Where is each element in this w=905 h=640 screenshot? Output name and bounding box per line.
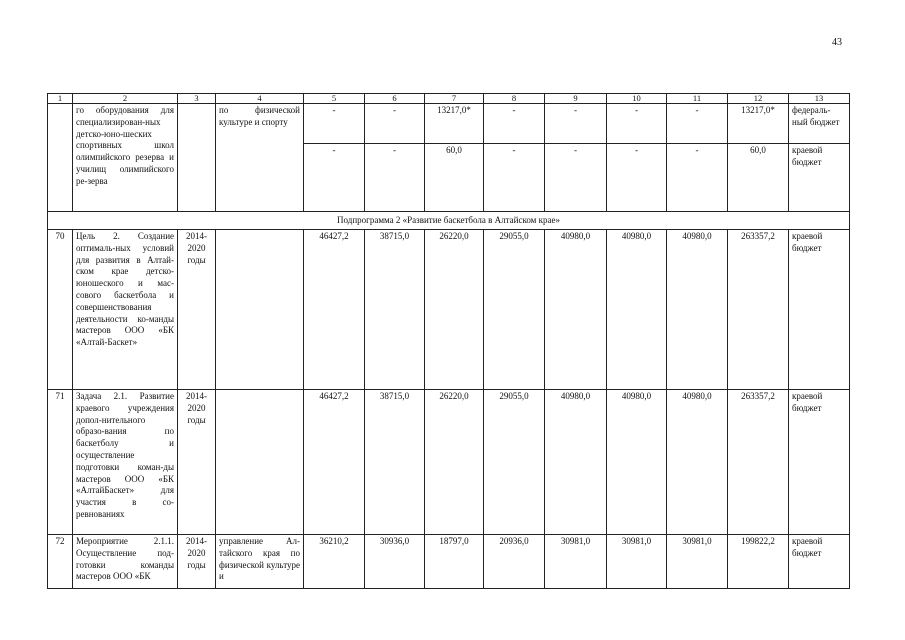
value-cell: 18797,0 [425,535,484,589]
column-header: 5 [304,94,365,104]
total-cell: 263357,2 [728,390,789,535]
total-cell: 263357,2 [728,230,789,390]
funding-source-cell: краевой бюджет [789,535,850,589]
value-cell: - [667,104,728,144]
period-cell: 2014-2020 годы [178,230,216,390]
value-cell: 40980,0 [545,390,607,535]
value-cell: 60,0 [425,144,484,212]
value-cell: 36210,2 [304,535,365,589]
executor-cell [216,230,304,390]
page-number: 43 [832,37,842,48]
column-header: 9 [545,94,607,104]
description-cell: Задача 2.1. Развитие краевого учреждения допол-нительного образо-вания по баскетболу и осуществление подготовки коман-ды мастеров ООО «БК «АлтайБаскет» для участия в со-ревнованиях [73,390,178,535]
table-row [48,104,850,144]
column-header: 4 [216,94,304,104]
funding-source-cell: краевой бюджет [789,390,850,535]
table-row [48,230,850,390]
description-cell: Мероприятие 2.1.1. Осуществление под-готовки команды мастеров ООО «БК [73,535,178,589]
value-cell: 38715,0 [365,390,425,535]
value-cell: 13217,0* [425,104,484,144]
value-cell: 40980,0 [545,230,607,390]
column-header: 6 [365,94,425,104]
period-cell: 2014-2020 годы [178,535,216,589]
row-number-cell [48,104,73,212]
value-cell: 29055,0 [484,390,545,535]
executor-cell [216,390,304,535]
value-cell: 29055,0 [484,230,545,390]
value-cell: - [365,104,425,144]
value-cell: - [365,144,425,212]
funding-source-cell: федераль-ный бюджет [789,104,850,144]
value-cell: 40980,0 [607,390,667,535]
column-header: 8 [484,94,545,104]
row-number-cell: 71 [48,390,73,535]
value-cell: - [484,104,545,144]
value-cell: 40980,0 [667,230,728,390]
column-header: 11 [667,94,728,104]
value-cell: - [484,144,545,212]
column-header: 3 [178,94,216,104]
value-cell: 26220,0 [425,230,484,390]
column-header: 13 [789,94,850,104]
column-header: 10 [607,94,667,104]
value-cell: 46427,2 [304,230,365,390]
total-cell: 60,0 [728,144,789,212]
column-header: 1 [48,94,73,104]
value-cell: 38715,0 [365,230,425,390]
value-cell: - [304,104,365,144]
description-cell: го оборудования для специализирован-ных детско-юно-шеских спортивных школ олимпийского резерва и училищ олимпийского ре-зерва [73,104,178,212]
column-number-row [48,94,850,104]
funding-source-cell: краевой бюджет [789,230,850,390]
value-cell: - [607,104,667,144]
subprogram-row [48,212,850,230]
value-cell: 40980,0 [607,230,667,390]
value-cell: 30981,0 [667,535,728,589]
value-cell: 40980,0 [667,390,728,535]
table-row [48,535,850,589]
total-cell: 13217,0* [728,104,789,144]
value-cell: - [667,144,728,212]
total-cell: 199822,2 [728,535,789,589]
value-cell: 26220,0 [425,390,484,535]
funding-source-cell: краевой бюджет [789,144,850,212]
period-cell: 2014-2020 годы [178,390,216,535]
column-header: 2 [73,94,178,104]
row-number-cell: 70 [48,230,73,390]
value-cell: - [304,144,365,212]
value-cell: 30936,0 [365,535,425,589]
column-header: 12 [728,94,789,104]
period-cell [178,104,216,212]
value-cell: - [545,104,607,144]
executor-cell: управление Ал-тайского края по физической культуре и [216,535,304,589]
table-row [48,390,850,535]
budget-table [47,93,850,589]
row-number-cell: 72 [48,535,73,589]
subprogram-title: Подпрограмма 2 «Развитие баскетбола в Алтайском крае» [48,212,850,230]
value-cell: - [545,144,607,212]
description-cell: Цель 2. Создание оптималь-ных условий для развития в Алтай-ском крае детско-юношеского и мас-сового баскетбола и совершенствования деятельности ко-манды мастеров ООО «БК «Алтай-Баскет» [73,230,178,390]
executor-cell: по физической культуре и спорту [216,104,304,212]
value-cell: 20936,0 [484,535,545,589]
value-cell: 46427,2 [304,390,365,535]
value-cell: 30981,0 [607,535,667,589]
column-header: 7 [425,94,484,104]
value-cell: 30981,0 [545,535,607,589]
value-cell: - [607,144,667,212]
